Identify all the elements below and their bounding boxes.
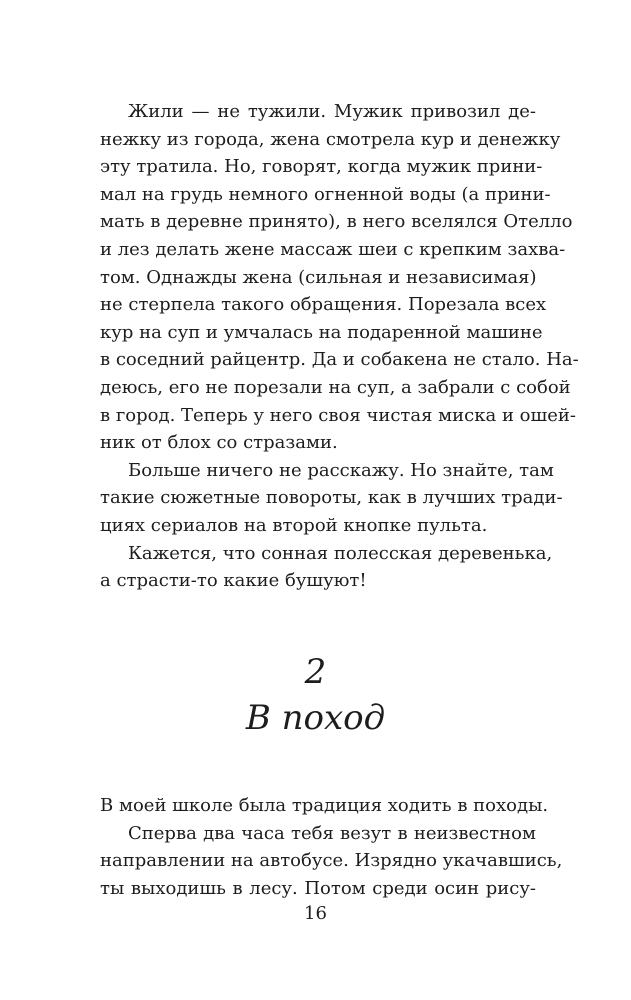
- text-line: ник от блох со стразами.: [100, 432, 338, 454]
- text-line: мал на грудь немного огненной воды (а прини-: [100, 183, 551, 205]
- text-line: деюсь, его не порезали на суп, а забрали с собой: [100, 376, 571, 398]
- chapter-one-ending-text: [100, 98, 579, 595]
- chapter-number: 2: [304, 652, 327, 692]
- chapter-two-opening-text: [100, 792, 563, 902]
- text-line: не стерпела такого обращения. Порезала всех: [100, 294, 547, 316]
- text-line: такие сюжетные повороты, как в лучших тради-: [100, 487, 563, 509]
- text-line: мать в деревне принято), в него вселялся Отелло: [100, 211, 573, 233]
- text-line: направлении на автобусе. Изрядно укачавшись,: [100, 850, 563, 872]
- text-line: В моей школе была традиция ходить в походы.: [100, 795, 549, 816]
- text-line: том. Однажды жена (сильная и независимая): [100, 266, 537, 288]
- text-line: эту тратила. Но, говорят, когда мужик прини-: [100, 156, 543, 178]
- text-line: Сперва два часа тебя везут в неизвестном: [128, 822, 536, 844]
- text-line: Кажется, что сонная полесская деревенька,: [128, 542, 553, 564]
- text-line: Жили — не тужили. Мужик привозил де-: [128, 101, 536, 122]
- text-line: Больше ничего не расскажу. Но знайте, там: [128, 459, 554, 481]
- page-number: 16: [304, 903, 327, 924]
- text-line: и лез делать жене массаж шеи с крепким захва-: [100, 238, 566, 260]
- text-line: в соседний райцентр. Да и собакена не стало. На-: [100, 349, 579, 371]
- text-line: а страсти-то какие бушуют!: [100, 570, 367, 592]
- chapter-title: В поход: [245, 698, 386, 738]
- text-line: ты выходишь в лесу. Потом среди осин рису-: [100, 877, 536, 899]
- text-line: в город. Теперь у него своя чистая миска и ошей-: [100, 404, 576, 426]
- text-line: циях сериалов на второй кнопке пульта.: [100, 514, 488, 536]
- text-line: кур на суп и умчалась на подаренной машине: [100, 321, 543, 343]
- text-line: нежку из города, жена смотрела кур и денежку: [100, 128, 561, 150]
